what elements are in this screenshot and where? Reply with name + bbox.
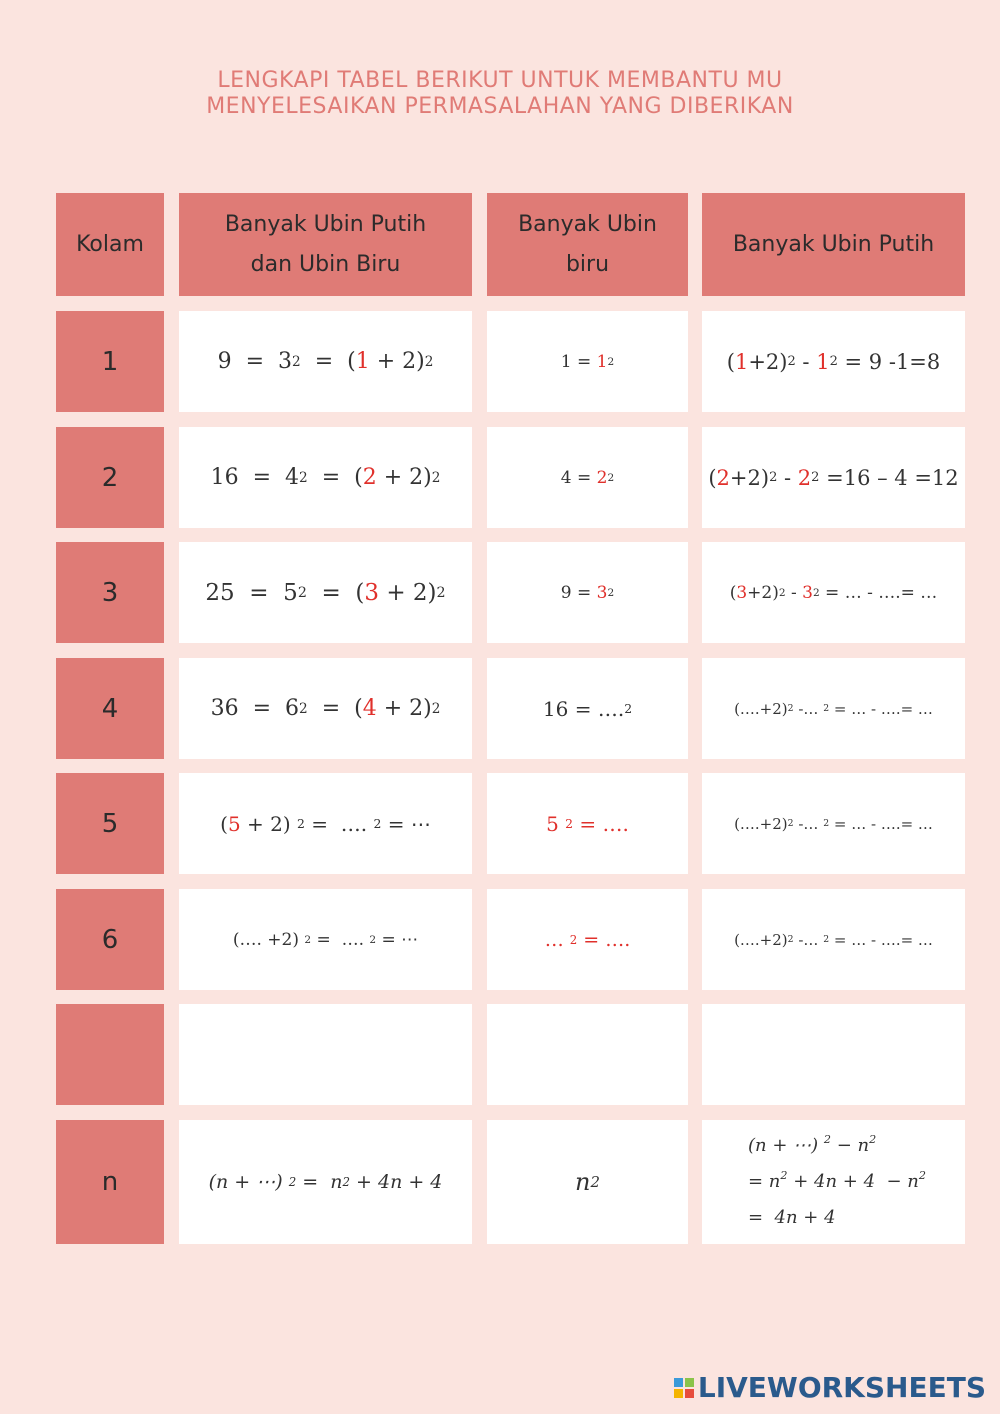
- white-cell-5: (….+2) 2 -… 2 = … - ….= …: [702, 773, 965, 874]
- total-cell-n: (n + ⋯) 2 = n 2 + 4n + 4: [179, 1120, 472, 1244]
- kolam-cell-1: 1: [56, 311, 164, 412]
- kolam-cell-n: n: [56, 1120, 164, 1244]
- total-cell-1: 9 = 3 2 = ( 1 + 2) 2: [179, 311, 472, 412]
- title-line-1: LENGKAPI TABEL BERIKUT UNTUK MEMBANTU MU: [217, 68, 783, 93]
- blue-cell-4: 16 = …. 2: [487, 658, 688, 759]
- white-cell-empty: [702, 1004, 965, 1105]
- white-cell-1: ( 1 +2) 2 - 1 2 = 9 -1=8: [702, 311, 965, 412]
- blue-cell-5: 5 2 = ….: [487, 773, 688, 874]
- liveworksheets-logo: [674, 1371, 986, 1404]
- white-cell-3: ( 3 +2) 2 - 3 2 = … - ….= …: [702, 542, 965, 643]
- logo-text: LIVEWORKSHEETS: [697, 1371, 986, 1404]
- white-cell-n: [702, 1120, 965, 1244]
- white-n-line-2: = $n^2 + 4n + 4 - n^2$: [748, 1169, 927, 1192]
- blue-cell-3: 9 = 3 2: [487, 542, 688, 643]
- total-cell-4: 36 = 6 2 = ( 4 + 2) 2: [179, 658, 472, 759]
- total-cell-5: ( 5 + 2) 2 = …. 2 = ⋯: [179, 773, 472, 874]
- total-cell-6: (…. +2) 2 = …. 2 = ⋯: [179, 889, 472, 990]
- blue-cell-2: 4 = 2 2: [487, 427, 688, 528]
- blue-cell-6: … 2 = ….: [487, 889, 688, 990]
- white-n-line-3: = 4n + 4: [748, 1207, 836, 1228]
- kolam-cell-5: 5: [56, 773, 164, 874]
- total-cell-2: 16 = 4 2 = ( 2 + 2) 2: [179, 427, 472, 528]
- header-total-tiles: Banyak Ubin Putih dan Ubin Biru: [179, 193, 472, 296]
- kolam-cell-3: 3: [56, 542, 164, 643]
- blue-cell-empty: [487, 1004, 688, 1105]
- header-white-tiles: Banyak Ubin Putih: [702, 193, 965, 296]
- header-blue-tiles: Banyak Ubin biru: [487, 193, 688, 296]
- worksheet-title: [0, 68, 1000, 120]
- white-cell-6: (….+2) 2 -… 2 = … - ….= …: [702, 889, 965, 990]
- blue-cell-n: n 2: [487, 1120, 688, 1244]
- liveworksheets-logo-icon: [674, 1378, 694, 1398]
- white-cell-2: ( 2 +2) 2 - 2 2 =16 – 4 =12: [702, 427, 965, 528]
- white-cell-4: (….+2) 2 -… 2 = … - ….= …: [702, 658, 965, 759]
- kolam-cell-2: 2: [56, 427, 164, 528]
- kolam-cell-6: 6: [56, 889, 164, 990]
- kolam-cell-empty: [56, 1004, 164, 1105]
- total-cell-empty: [179, 1004, 472, 1105]
- title-line-2: MENYELESAIKAN PERMASALAHAN YANG DIBERIKAN: [206, 94, 794, 119]
- blue-cell-1: 1 = 1 2: [487, 311, 688, 412]
- total-cell-3: 25 = 5 2 = ( 3 + 2) 2: [179, 542, 472, 643]
- header-kolam: Kolam: [56, 193, 164, 296]
- kolam-cell-4: 4: [56, 658, 164, 759]
- white-n-line-1: (n + ⋯) $^2 - n^2$: [748, 1133, 877, 1156]
